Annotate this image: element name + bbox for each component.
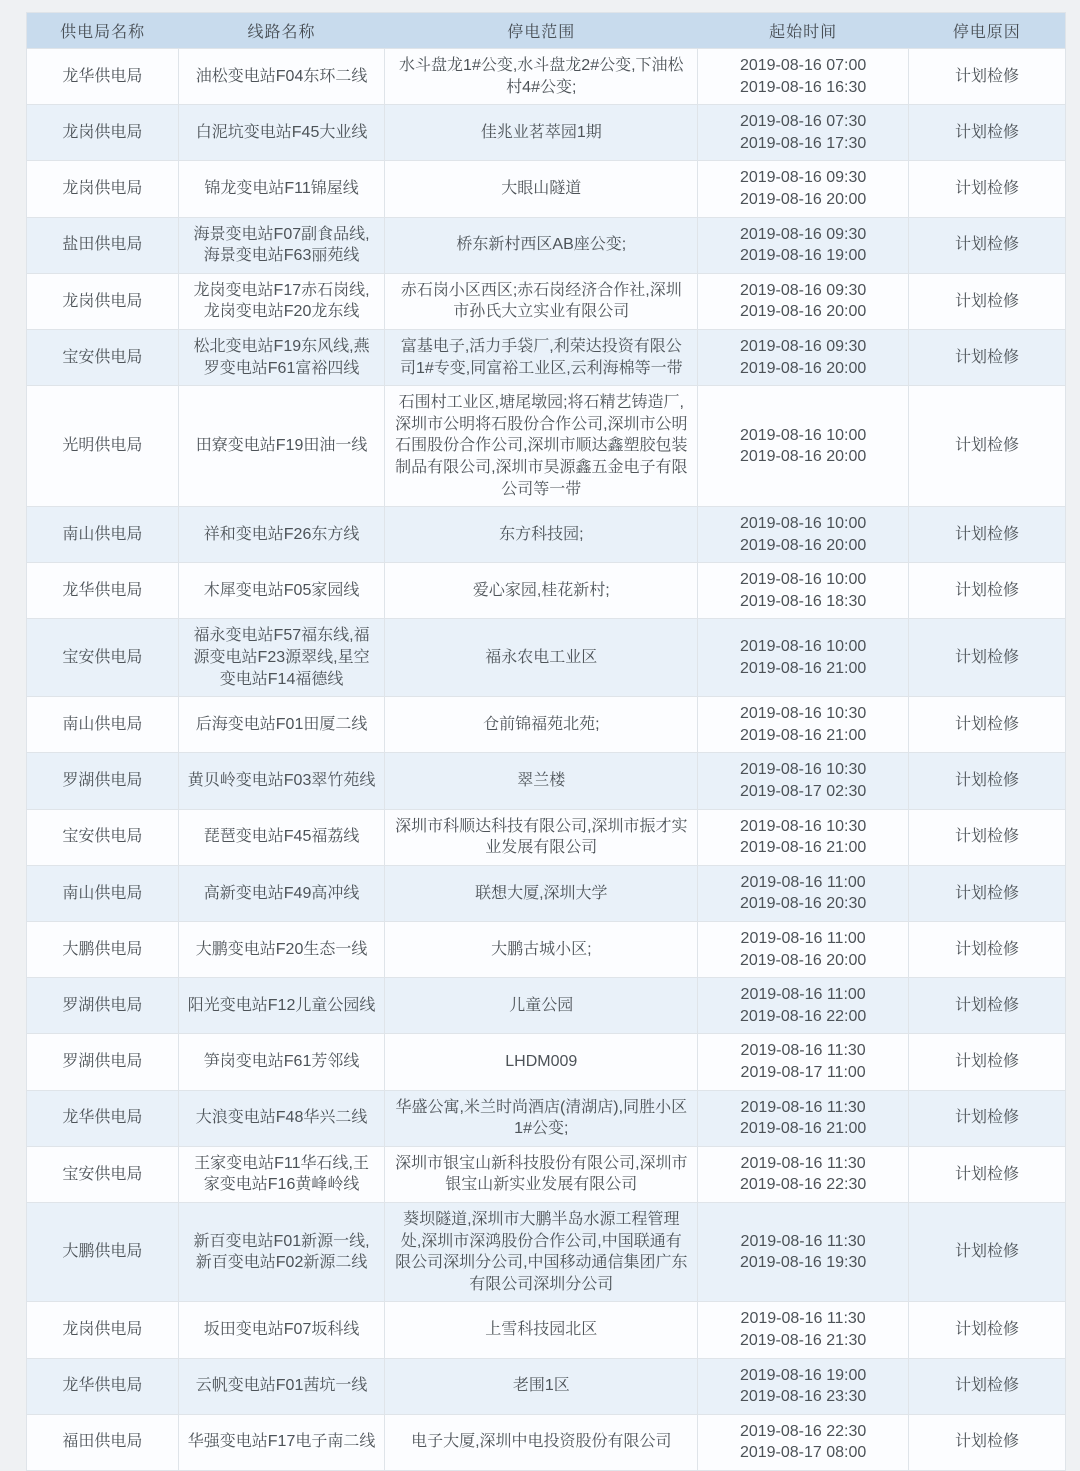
bureau-cell: 南山供电局 [27,865,179,921]
end-time: 2019-08-16 20:00 [739,448,867,466]
scope-cell: 赤石岗小区西区;赤石岗经济合作社,深圳市孙氏大立实业有限公司 [385,273,698,329]
start-time: 2019-08-16 22:30 [739,1422,867,1440]
start-time: 2019-08-16 11:00 [740,930,866,947]
bureau-cell: 宝安供电局 [27,329,179,385]
line-cell: 笋岗变电站F61芳邻线 [178,1034,385,1090]
start-time: 2019-08-16 10:30 [739,761,867,779]
table-row [27,563,1066,619]
reason-cell: 计划检修 [909,1202,1066,1301]
end-time: 2019-08-16 23:30 [739,1388,867,1406]
start-time: 2019-08-16 11:30 [740,1310,866,1328]
scope-cell: 深圳市科顺达科技有限公司,深圳市振才实业发展有限公司 [385,809,698,865]
line-cell: 油松变电站F04东环二线 [178,49,385,105]
line-cell: 新百变电站F01新源一线,新百变电站F02新源二线 [178,1202,385,1301]
table-row [27,1146,1066,1202]
time-cell [698,507,909,563]
reason-cell: 计划检修 [909,161,1066,217]
line-cell: 龙岗变电站F17赤石岗线,龙岗变电站F20龙东线 [178,273,385,329]
reason-cell: 计划检修 [909,1414,1066,1470]
end-time: 2019-08-16 21:30 [739,1331,867,1349]
end-time: 2019-08-16 20:30 [739,895,867,913]
table-row [27,1302,1066,1358]
start-time: 2019-08-16 11:00 [740,873,866,891]
reason-cell: 计划检修 [909,507,1066,563]
table-row [27,1414,1066,1470]
start-time: 2019-08-16 07:30 [739,113,867,131]
table-row [27,1090,1066,1146]
time-cell [698,1358,909,1414]
end-time: 2019-08-16 17:30 [739,134,867,152]
line-cell: 白泥坑变电站F45大业线 [178,105,385,161]
time-cell [698,1090,909,1146]
line-cell: 黄贝岭变电站F03翠竹苑线 [178,753,385,809]
time-cell [698,922,909,978]
line-cell: 华强变电站F17电子南二线 [178,1414,385,1470]
reason-cell: 计划检修 [909,1090,1066,1146]
bureau-cell: 大鹏供电局 [27,922,179,978]
end-time: 2019-08-16 21:00 [739,839,867,857]
time-cell [698,161,909,217]
end-time: 2019-08-16 18:30 [739,592,867,610]
reason-cell: 计划检修 [909,865,1066,921]
time-cell [698,563,909,619]
table-row [27,507,1066,563]
time-cell [698,978,909,1034]
scope-cell: 东方科技园; [385,507,698,563]
column-header: 供电局名称 [27,13,179,49]
bureau-cell: 龙华供电局 [27,49,179,105]
bureau-cell: 大鹏供电局 [27,1202,179,1301]
line-cell: 福永变电站F57福东线,福源变电站F23源翠线,星空变电站F14福德线 [178,619,385,697]
end-time: 2019-08-16 22:00 [739,1007,867,1025]
line-cell: 木犀变电站F05家园线 [178,563,385,619]
table-row [27,273,1066,329]
scope-cell: 深圳市银宝山新科技股份有限公司,深圳市银宝山新实业发展有限公司 [385,1146,698,1202]
scope-cell: 儿童公园 [385,978,698,1034]
line-cell: 坂田变电站F07坂科线 [178,1302,385,1358]
line-cell: 王家变电站F11华石线,王家变电站F16黄峰岭线 [178,1146,385,1202]
bureau-cell: 福田供电局 [27,1414,179,1470]
start-time: 2019-08-16 11:00 [740,986,866,1004]
start-time: 2019-08-16 10:00 [739,515,867,533]
outage-table [26,12,1066,1471]
table-row [27,809,1066,865]
start-time: 2019-08-16 10:30 [739,705,867,723]
start-time: 2019-08-16 10:00 [739,571,867,589]
scope-cell: 电子大厦,深圳中电投资股份有限公司 [385,1414,698,1470]
scope-cell: 联想大厦,深圳大学 [385,865,698,921]
bureau-cell: 罗湖供电局 [27,978,179,1034]
start-time: 2019-08-16 07:00 [739,57,867,74]
start-time: 2019-08-16 19:00 [739,1366,867,1384]
time-cell [698,865,909,921]
start-time: 2019-08-16 09:30 [739,169,867,187]
table-row [27,105,1066,161]
end-time: 2019-08-17 08:00 [739,1444,867,1462]
bureau-cell: 光明供电局 [27,386,179,507]
end-time: 2019-08-16 20:00 [739,536,867,554]
end-time: 2019-08-16 20:00 [739,190,867,208]
bureau-cell: 龙华供电局 [27,1358,179,1414]
bureau-cell: 南山供电局 [27,697,179,753]
line-cell: 阳光变电站F12儿童公园线 [178,978,385,1034]
reason-cell: 计划检修 [909,753,1066,809]
time-cell [698,49,909,105]
start-time: 2019-08-16 10:30 [739,817,867,835]
scope-cell: 葵坝隧道,深圳市大鹏半岛水源工程管理处,深圳市深鸿股份合作公司,中国联通有限公司深圳分公司,中国移动通信集团广东有限公司深圳分公司 [385,1202,698,1301]
bureau-cell: 宝安供电局 [27,809,179,865]
reason-cell: 计划检修 [909,563,1066,619]
table-row [27,978,1066,1034]
start-time: 2019-08-16 11:30 [740,1042,866,1060]
line-cell: 祥和变电站F26东方线 [178,507,385,563]
bureau-cell: 南山供电局 [27,507,179,563]
table-row [27,386,1066,507]
end-time: 2019-08-16 20:00 [739,951,867,969]
bureau-cell: 龙岗供电局 [27,1302,179,1358]
start-time: 2019-08-16 11:30 [740,1098,866,1116]
scope-cell: 佳兆业茗萃园1期 [385,105,698,161]
time-cell [698,329,909,385]
scope-cell: 翠兰楼 [385,753,698,809]
end-time: 2019-08-16 19:30 [739,1254,867,1272]
table-row [27,1202,1066,1301]
bureau-cell: 龙华供电局 [27,1090,179,1146]
line-cell: 松北变电站F19东风线,燕罗变电站F61富裕四线 [178,329,385,385]
reason-cell: 计划检修 [909,809,1066,865]
reason-cell: 计划检修 [909,619,1066,697]
table-row [27,161,1066,217]
scope-cell: 大眼山隧道 [385,161,698,217]
end-time: 2019-08-16 16:30 [739,78,867,96]
line-cell: 高新变电站F49高冲线 [178,865,385,921]
column-header: 停电范围 [385,13,698,49]
table-row [27,922,1066,978]
scope-cell: 石围村工业区,塘尾墩园;将石精艺铸造厂,深圳市公明将石股份合作公司,深圳市公明石围股份合作公司,深圳市顺达鑫塑胶包装制品有限公司,深圳市昊源鑫五金电子有限公司等一带 [385,386,698,507]
time-cell [698,697,909,753]
time-cell [698,1034,909,1090]
line-cell: 琵琶变电站F45福荔线 [178,809,385,865]
table-row [27,619,1066,697]
column-header: 停电原因 [909,13,1066,49]
reason-cell: 计划检修 [909,922,1066,978]
end-time: 2019-08-16 20:00 [739,359,867,377]
time-cell [698,1146,909,1202]
time-cell [698,105,909,161]
reason-cell: 计划检修 [909,386,1066,507]
table-row [27,865,1066,921]
scope-cell: 桥东新村西区AB座公变; [385,217,698,273]
scope-cell: 水斗盘龙1#公变,水斗盘龙2#公变,下油松村4#公变; [385,49,698,105]
reason-cell: 计划检修 [909,1302,1066,1358]
start-time: 2019-08-16 10:00 [739,638,867,656]
start-time: 2019-08-16 09:30 [739,337,867,355]
reason-cell: 计划检修 [909,217,1066,273]
time-cell [698,273,909,329]
line-cell: 海景变电站F07副食品线,海景变电站F63丽苑线 [178,217,385,273]
table-row [27,753,1066,809]
time-cell [698,1414,909,1470]
reason-cell: 计划检修 [909,105,1066,161]
end-time: 2019-08-16 21:00 [739,726,867,744]
bureau-cell: 龙华供电局 [27,563,179,619]
bureau-cell: 宝安供电局 [27,619,179,697]
start-time: 2019-08-16 09:30 [739,225,867,243]
reason-cell: 计划检修 [909,1358,1066,1414]
reason-cell: 计划检修 [909,49,1066,105]
bureau-cell: 龙岗供电局 [27,161,179,217]
time-cell [698,753,909,809]
start-time: 2019-08-16 11:30 [740,1154,866,1172]
reason-cell: 计划检修 [909,697,1066,753]
header-row [27,13,1066,49]
scope-cell: 大鹏古城小区; [385,922,698,978]
end-time: 2019-08-16 20:00 [739,303,867,321]
end-time: 2019-08-17 02:30 [739,783,867,801]
table-row [27,1034,1066,1090]
time-cell [698,1302,909,1358]
scope-cell: 仓前锦福苑北苑; [385,697,698,753]
line-cell: 田寮变电站F19田油一线 [178,386,385,507]
line-cell: 大鹏变电站F20生态一线 [178,922,385,978]
end-time: 2019-08-16 19:00 [739,247,867,265]
column-header: 起始时间 [698,13,909,49]
reason-cell: 计划检修 [909,1146,1066,1202]
table-body [27,49,1066,1471]
start-time: 2019-08-16 09:30 [739,281,867,299]
end-time: 2019-08-16 21:00 [739,659,867,677]
time-cell [698,1202,909,1301]
table-row [27,49,1066,105]
reason-cell: 计划检修 [909,329,1066,385]
line-cell: 锦龙变电站F11锦屋线 [178,161,385,217]
line-cell: 大浪变电站F48华兴二线 [178,1090,385,1146]
scope-cell: 老围1区 [385,1358,698,1414]
start-time: 2019-08-16 11:30 [740,1232,866,1250]
reason-cell: 计划检修 [909,273,1066,329]
scope-cell: LHDM009 [385,1034,698,1090]
bureau-cell: 宝安供电局 [27,1146,179,1202]
end-time: 2019-08-16 21:00 [739,1120,867,1138]
table-row [27,1358,1066,1414]
bureau-cell: 龙岗供电局 [27,105,179,161]
scope-cell: 福永农电工业区 [385,619,698,697]
time-cell [698,217,909,273]
table-row [27,217,1066,273]
bureau-cell: 罗湖供电局 [27,753,179,809]
table-row [27,329,1066,385]
bureau-cell: 龙岗供电局 [27,273,179,329]
scope-cell: 华盛公寓,米兰时尚酒店(清湖店),同胜小区1#公变; [385,1090,698,1146]
scope-cell: 上雪科技园北区 [385,1302,698,1358]
time-cell [698,619,909,697]
bureau-cell: 盐田供电局 [27,217,179,273]
end-time: 2019-08-17 11:00 [740,1063,866,1081]
line-cell: 后海变电站F01田厦二线 [178,697,385,753]
line-cell: 云帆变电站F01茜坑一线 [178,1358,385,1414]
scope-cell: 富基电子,活力手袋厂,利荣达投资有限公司1#专变,同富裕工业区,云利海棉等一带 [385,329,698,385]
table-row [27,697,1066,753]
time-cell [698,386,909,507]
time-cell [698,809,909,865]
reason-cell: 计划检修 [909,978,1066,1034]
end-time: 2019-08-16 22:30 [739,1176,867,1194]
column-header: 线路名称 [178,13,385,49]
reason-cell: 计划检修 [909,1034,1066,1090]
scope-cell: 爱心家园,桂花新村; [385,563,698,619]
bureau-cell: 罗湖供电局 [27,1034,179,1090]
start-time: 2019-08-16 10:00 [739,426,867,444]
